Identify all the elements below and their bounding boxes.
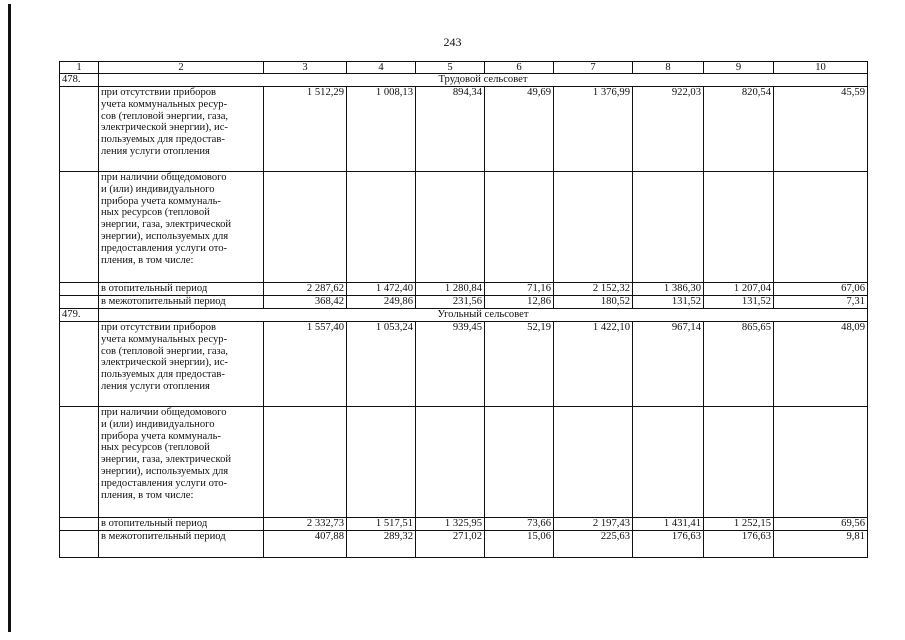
value-cell (347, 172, 416, 283)
row-description (99, 172, 264, 283)
value-cell: 1 053,24 (347, 322, 416, 407)
row-index-cell (60, 407, 99, 518)
description-line: предоставления услуги ото- (101, 477, 228, 489)
description-line: электрической энергии), ис- (101, 122, 228, 134)
value-cell (633, 172, 704, 283)
description-line: прибора учета коммуналь- (101, 430, 221, 442)
description-line: предоставления услуги ото- (101, 242, 228, 254)
row-index-cell (60, 322, 99, 407)
value-cell: 1 512,29 (264, 87, 347, 172)
value-cell (554, 172, 633, 283)
section-row (60, 74, 868, 87)
row-index-cell (60, 87, 99, 172)
description-line: в отопительный период (101, 518, 208, 529)
table-row (60, 531, 868, 558)
column-header: 10 (774, 62, 868, 74)
value-cell: 49,69 (485, 87, 554, 172)
description-line: пользуемых для предостав- (101, 369, 225, 381)
column-header: 6 (485, 62, 554, 74)
description-line: энергии, газа, электрической (101, 219, 232, 231)
value-cell: 1 386,30 (633, 283, 704, 296)
description-line: ления услуги отопления (101, 380, 210, 392)
value-cell: 180,52 (554, 296, 633, 309)
value-cell: 271,02 (416, 531, 485, 558)
column-header: 4 (347, 62, 416, 74)
value-cell (416, 407, 485, 518)
value-cell: 176,63 (633, 531, 704, 558)
section-number: 478. (60, 74, 99, 87)
description-line: при отсутствии приборов (101, 87, 217, 98)
description-line: пления, в том числе: (101, 254, 194, 266)
table-row (60, 296, 868, 309)
description-line: пользуемых для предостав- (101, 134, 225, 146)
value-cell (416, 172, 485, 283)
value-cell: 52,19 (485, 322, 554, 407)
column-header: 5 (416, 62, 485, 74)
value-cell: 1 207,04 (704, 283, 774, 296)
row-index-cell (60, 518, 99, 531)
value-cell (485, 172, 554, 283)
value-cell (264, 172, 347, 283)
value-cell (485, 407, 554, 518)
description-line: электрической энергии), ис- (101, 357, 228, 369)
value-cell: 1 557,40 (264, 322, 347, 407)
value-cell: 67,06 (774, 283, 868, 296)
row-description (99, 322, 264, 407)
value-cell: 1 376,99 (554, 87, 633, 172)
row-index-cell (60, 283, 99, 296)
value-cell (774, 172, 868, 283)
value-cell: 249,86 (347, 296, 416, 309)
column-header: 7 (554, 62, 633, 74)
column-number-row (60, 62, 868, 74)
section-title: Угольный сельсовет (99, 309, 868, 322)
description-line: ления услуги отопления (101, 145, 210, 157)
value-cell: 865,65 (704, 322, 774, 407)
description-line: учета коммунальных ресур- (101, 98, 228, 110)
table-row (60, 407, 868, 518)
column-header: 8 (633, 62, 704, 74)
description-line: прибора учета коммуналь- (101, 195, 221, 207)
value-cell (554, 407, 633, 518)
value-cell: 1 008,13 (347, 87, 416, 172)
value-cell: 894,34 (416, 87, 485, 172)
value-cell: 12,86 (485, 296, 554, 309)
description-line: энергии), используемых для (101, 465, 229, 477)
description-line: сов (тепловой энергии, газа, (101, 110, 229, 122)
description-line: учета коммунальных ресур- (101, 333, 228, 345)
value-cell: 48,09 (774, 322, 868, 407)
value-cell: 7,31 (774, 296, 868, 309)
value-cell: 9,81 (774, 531, 868, 558)
value-cell: 2 332,73 (264, 518, 347, 531)
value-cell (347, 407, 416, 518)
column-header: 9 (704, 62, 774, 74)
page-left-border (8, 4, 11, 632)
row-description (99, 518, 264, 531)
description-line: и (или) индивидуального (101, 183, 215, 195)
description-line: в отопительный период (101, 283, 208, 294)
value-cell: 1 280,84 (416, 283, 485, 296)
value-cell (633, 407, 704, 518)
value-cell: 2 152,32 (554, 283, 633, 296)
table-row (60, 283, 868, 296)
description-line: ных ресурсов (тепловой (101, 442, 210, 454)
value-cell: 225,63 (554, 531, 633, 558)
value-cell: 939,45 (416, 322, 485, 407)
value-cell: 131,52 (704, 296, 774, 309)
value-cell: 73,66 (485, 518, 554, 531)
value-cell (774, 407, 868, 518)
value-cell (704, 407, 774, 518)
table-row (60, 87, 868, 172)
value-cell: 289,32 (347, 531, 416, 558)
row-description (99, 407, 264, 518)
description-line: энергии), используемых для (101, 230, 229, 242)
table-row (60, 172, 868, 283)
value-cell: 820,54 (704, 87, 774, 172)
value-cell: 1 325,95 (416, 518, 485, 531)
value-cell: 1 252,15 (704, 518, 774, 531)
value-cell: 131,52 (633, 296, 704, 309)
description-line: сов (тепловой энергии, газа, (101, 345, 229, 357)
value-cell: 69,56 (774, 518, 868, 531)
value-cell: 231,56 (416, 296, 485, 309)
value-cell: 368,42 (264, 296, 347, 309)
value-cell: 1 431,41 (633, 518, 704, 531)
description-line: при наличии общедомового (101, 172, 227, 183)
value-cell: 45,59 (774, 87, 868, 172)
section-number: 479. (60, 309, 99, 322)
value-cell (264, 407, 347, 518)
section-title: Трудовой сельсовет (99, 74, 868, 87)
tariff-table (59, 61, 868, 558)
description-line: ных ресурсов (тепловой (101, 207, 210, 219)
value-cell: 2 197,43 (554, 518, 633, 531)
description-line: при наличии общедомового (101, 407, 227, 418)
column-header: 1 (60, 62, 99, 74)
value-cell: 1 517,51 (347, 518, 416, 531)
value-cell (704, 172, 774, 283)
column-header: 2 (99, 62, 264, 74)
value-cell: 967,14 (633, 322, 704, 407)
table-row (60, 518, 868, 531)
description-line: в межотопительный период (101, 531, 226, 542)
row-index-cell (60, 531, 99, 558)
value-cell: 1 472,40 (347, 283, 416, 296)
description-line: и (или) индивидуального (101, 418, 215, 430)
value-cell: 15,06 (485, 531, 554, 558)
column-header: 3 (264, 62, 347, 74)
row-description (99, 87, 264, 172)
table-row (60, 322, 868, 407)
description-line: в межотопительный период (101, 296, 226, 307)
page-number: 243 (443, 35, 462, 49)
row-description (99, 531, 264, 558)
description-line: при отсутствии приборов (101, 322, 217, 333)
value-cell: 1 422,10 (554, 322, 633, 407)
row-description (99, 296, 264, 309)
description-line: энергии, газа, электрической (101, 454, 232, 466)
value-cell: 71,16 (485, 283, 554, 296)
description-line: пления, в том числе: (101, 489, 194, 501)
value-cell: 176,63 (704, 531, 774, 558)
value-cell: 2 287,62 (264, 283, 347, 296)
row-index-cell (60, 172, 99, 283)
row-index-cell (60, 296, 99, 309)
section-row (60, 309, 868, 322)
value-cell: 922,03 (633, 87, 704, 172)
row-description (99, 283, 264, 296)
value-cell: 407,88 (264, 531, 347, 558)
